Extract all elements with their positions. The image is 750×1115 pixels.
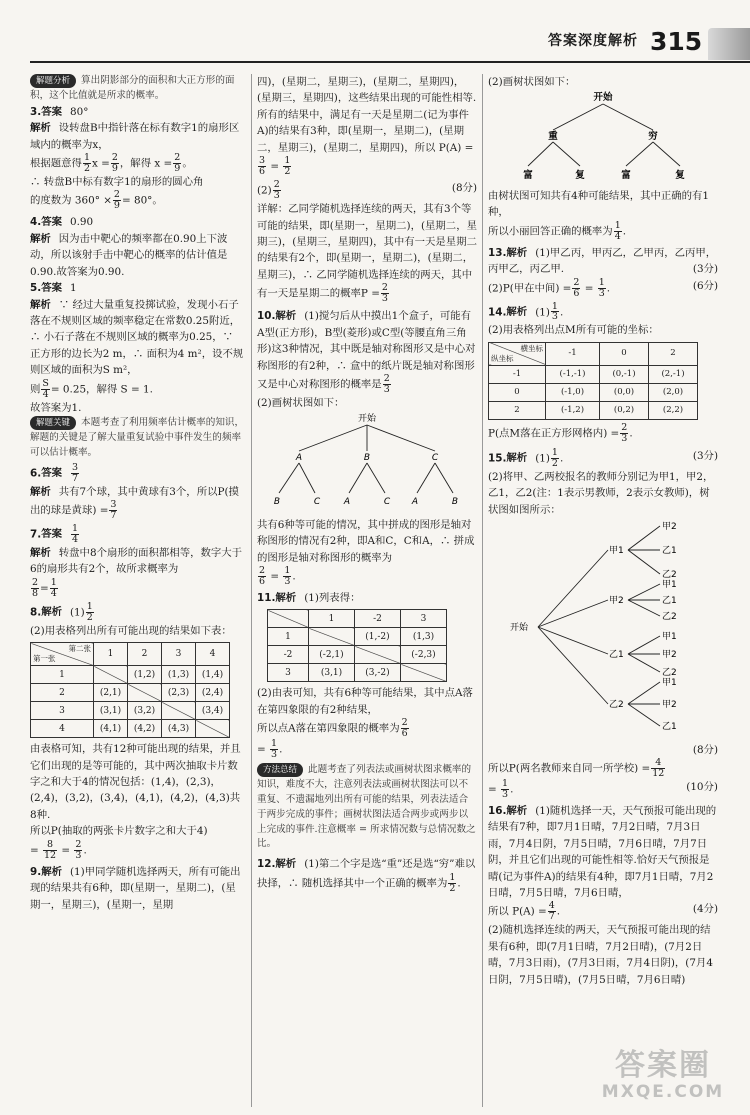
q15-result: = $\frac{1}{3}$ . (10分): [488, 777, 718, 800]
q8-part1: 8.解析 (1) $\frac{1}{2}$: [30, 600, 93, 623]
q6-answer: 6.答案 $\frac{3}{7}$: [30, 461, 79, 484]
table-corner: [268, 610, 309, 628]
q8-part2: (2)用表格列出所有可能出现的结果如下表：: [30, 624, 232, 637]
q15-score: (8分): [692, 743, 718, 756]
q15-part2: (2)将甲、乙两校报名的教师分别记为甲1，甲2，乙1，乙2(注：1表示男教师，2表示女教师)，树状图如图所示：: [488, 470, 714, 516]
tree-node: 甲2: [609, 596, 624, 607]
table-row: 2 (2,1) (2,3) (2,4): [31, 684, 230, 702]
q4-answer: 4.答案 0.90: [30, 216, 94, 229]
q8-table: [30, 642, 230, 738]
tree-root: 开始: [593, 92, 613, 104]
q11-part1: 11.解析 (1)列表得：: [257, 592, 361, 604]
q5-equation: 则 $\frac{S}{4}$ = 0.25，解得 S = 1.: [30, 377, 153, 400]
table-row: 4 (4,1) (4,2) (4,3): [31, 720, 230, 738]
tree-node: C: [431, 453, 439, 464]
tree-leaf: 乙2: [662, 668, 677, 679]
table-corner: 横坐标 纵坐标: [489, 342, 546, 365]
q5-analysis: 解析 ∵ 经过大量重复投掷试验，发现小石子落在不规则区域的频率稳定在常数0.25附近，∴ 小石子落在不规则区域的概率为0.25，∵ 正方形的边长为2 m，∴ 面积为4 m²，设不规则区域的面积为S m²，: [30, 298, 244, 377]
tree-leaf: 乙2: [662, 612, 677, 623]
table-header-cell: 4: [196, 643, 230, 666]
tree-leaf: A: [411, 497, 419, 508]
q12-part2: (2)画树状图如下：: [488, 76, 576, 88]
q12-explanation: 由树状图可知共有4种可能结果，其中正确的有1种，: [488, 189, 710, 219]
q15-probability: 所以P(两名教师来自同一所学校) = $\frac{4}{12}$: [488, 756, 665, 779]
tree-leaf: 甲1: [662, 580, 677, 591]
page-header: [0, 0, 750, 68]
q4-analysis: 解析 因为击中靶心的频率都在0.90上下波动，所以该射手击中靶心的概率的估计值是0.90.故答案为0.90.: [30, 232, 228, 278]
table-row: 2 (-1,2) (0,2) (2,2): [489, 401, 698, 419]
tree-leaf: 乙1: [662, 546, 677, 557]
tree-root: 开始: [510, 623, 529, 634]
q10-part2: (2)画树状图如下：: [257, 396, 345, 409]
table-header-cell: 1: [94, 643, 128, 666]
q9-start: 9.解析 (1)甲同学随机选择两天，所有可能出现的结果共有6种，即(星期一，星期二)，(星期一，星期三)，(星期一，星期: [30, 865, 241, 911]
q9-detail: 详解：乙同学随机选择连续的两天，其有3个等可能的结果，即(星期一，星期二)，(星期二，星期三)，(星期三，星期四)，其中有一天是星期二的结果有2个，即(星期一，星期二)，(星期二，星期三)，∴ 乙同学随机选择连续的两天，其中有一天是星期二的概率P = $\frac{2}{3}$: [257, 203, 477, 305]
tree-leaf: A: [343, 497, 351, 508]
q7-result: $\frac{2}{8}$ = $\frac{1}{4}$: [32, 576, 57, 599]
tree-leaf: C: [313, 497, 321, 508]
q16-part1: 16.解析 (1)随机选择一天，天气预报可能出现的结果有7种，即7月1日晴，7月2日晴，7月3日雨，7月4日阴，7月5日晴，7月6日晴，7月7日阴，并且它们出现的可能性相等.恰好天气预报是晴(记为事件A)的结果有4种，即7月1日晴，7月2日晴，7月5日晴，7月6日晴，: [488, 804, 717, 899]
tree-leaf: 甲2: [662, 700, 677, 711]
tree-diagram-teachers: [488, 518, 718, 736]
q16-part2: (2)随机选择连续的两天，天气预报可能出现的结果有6种，即(7月1日晴，7月2日晴)，(7月2日晴，7月3日雨)，(7月3日雨，7月4日阴)，(7月4日阴，7月5日晴)，(7月5日晴，7月6日晴): [488, 924, 713, 986]
q10-result: $\frac{2}{6}$ = $\frac{1}{3}$ .: [259, 565, 296, 588]
q5-answer: 5.答案 1: [30, 282, 77, 295]
column-1: [30, 74, 246, 913]
tip-block-1: 解题分析 算出阴影部分的面积和大正方形的面积，这个比值就是所求的概率。: [30, 75, 235, 101]
q11-part2: (2)由表可知，共有6种等可能结果，其中点A落在第四象限的有2种结果，: [257, 687, 473, 716]
tree-node: B: [363, 453, 371, 464]
header-rule: [30, 61, 750, 63]
tree-leaf: B: [273, 497, 281, 508]
q14-part1: 14.解析 (1) $\frac{1}{3}$ .: [488, 300, 564, 323]
tree-root: 开始: [357, 414, 377, 425]
q15-part1: 15.解析 (1) $\frac{1}{2}$ . (3分): [488, 446, 718, 469]
tree-leaf: C: [383, 497, 391, 508]
table-row: -1 (-1,-1) (0,-1) (2,-1): [489, 365, 698, 383]
q8-explanation: 由表格可知，共有12种可能出现的结果，并且它们出现的是等可能的，其中两次抽取卡片数字之和大于4的情况包括：(1,4)，(2,3)，(2,4)，(3,2)，(3,4)，(4,1)，(4,2)，(4,3)共8种.: [30, 743, 241, 821]
q10-part1: 10.解析 (1)搅匀后从中摸出1个盒子，可能有A型(正方形)，B型(菱形)或C型(等腰直角三角形)这3种情况，其中既是轴对称图形又是中心对称图形的有2种，∴ 盒中的纸片既是轴对称图形又是中心对称图形的概率是 $\frac{2}{3}$: [257, 310, 476, 395]
column-divider-2: [482, 74, 483, 1107]
tip-badge: 方法总结: [257, 763, 303, 777]
q14-result: P(点M落在正方形网格内) = $\frac{2}{3}$ .: [488, 421, 633, 444]
tree-leaf: 甲2: [662, 650, 677, 661]
tree-leaf: 甲1: [662, 632, 677, 643]
table-row: 3 (3,1) (3,2) (3,4): [31, 702, 230, 720]
column-2: [257, 74, 477, 894]
page-edge-tab: [708, 28, 750, 60]
table-row: -2 (-2,1) (-2,3): [268, 646, 447, 664]
q6-analysis: 解析 共有7个球，其中黄球有3个，所以P(摸出的球是黄球) = $\frac{3}{7}$: [30, 485, 239, 522]
tree-leaf: 甲1: [662, 678, 677, 689]
q5-conclusion: 故答案为1.: [30, 401, 82, 414]
q14-table: 横坐标 纵坐标 -1 0 2 -1 (-1,-1) (0,-1) (2,-1) 0 (-1,0) (0,0) (2,0) 2 (-1,2) (0,2) (2,2): [488, 342, 698, 420]
page-number: 315: [650, 27, 703, 56]
q7-answer: 7.答案 $\frac{1}{4}$: [30, 522, 79, 545]
q3-analysis-2: 根据题意得 $\frac{1}{2}$ x = $\frac{2}{9}$ ，解得 x = $\frac{2}{9}$ 。: [30, 152, 193, 174]
q3-analysis-3: ∴ 转盘B中标有数字1的扇形的圆心角: [30, 175, 204, 188]
q13-part1: 13.解析 (1)甲乙丙，甲丙乙，乙甲丙，乙丙甲，丙甲乙，丙乙甲. (3分): [488, 246, 718, 276]
tree-node: 乙2: [609, 700, 624, 711]
table-row: 0 (-1,0) (0,0) (2,0): [489, 383, 698, 401]
table-row: 3 (3,1) (3,-2): [268, 664, 447, 682]
q8-probability: 所以P(抽取的两张卡片数字之和大于4): [30, 825, 208, 838]
q7-analysis: 解析 转盘中8个扇形的面积都相等，数字大于6的扇形共有2个，故所求概率为: [30, 546, 243, 576]
tree-node: 穷: [648, 131, 658, 143]
tree-node: 甲1: [609, 546, 624, 557]
tip-badge: 解题分析: [30, 74, 76, 88]
table-header-cell: 2: [128, 643, 162, 666]
table-row: 1 (1,2) (1,3) (1,4): [31, 666, 230, 684]
tree-leaf: 复: [575, 170, 585, 182]
tree-diagram-characters: [488, 90, 718, 182]
tree-leaf: 复: [675, 170, 685, 182]
q13-part2: (2)P(甲在中间) = $\frac{2}{6}$ = $\frac{1}{3}$ . (6分): [488, 276, 718, 299]
header-title: 答案深度解析: [548, 33, 638, 49]
table-corner: 第二张 第一张: [31, 643, 94, 666]
table-header-cell: 3: [162, 643, 196, 666]
table-row: 1 (1,-2) (1,3): [268, 628, 447, 646]
tree-leaf: 富: [523, 170, 533, 182]
tree-leaf: 富: [621, 170, 631, 182]
q3-analysis-1: 解析 设转盘B中指针落在标有数字1的扇形区域内的概率为x，: [30, 122, 240, 151]
q10-explanation: 共有6种等可能的情况，其中拼成的图形是轴对称图形的情况有2种，即A和C，C和A，∴ 拼成的图形是轴对称图形的概率为: [257, 518, 475, 564]
q11-table: 1 -2 3 1 (1,-2) (1,3) -2 (-2,1) (-2,3) 3 (3,1) (3,-2): [267, 609, 447, 682]
q3-answer: 3.答案 80°: [30, 105, 89, 118]
q8-result: = $\frac{8}{12}$ = $\frac{2}{3}$ .: [30, 838, 87, 861]
tree-node: A: [295, 453, 303, 464]
tree-leaf: 乙1: [662, 722, 677, 733]
tip-block-3: 方法总结 此题考查了列表法或画树状图求概率的知识，难度不大，注意列表法或画树状图法可以不重复、不遗漏地列出所有可能的结果，列表法适合于两步完成的事件；画树状图法适合两步或两步以上完成的事件.注意概率 = 所求情况数与总情况数之比。: [257, 764, 476, 850]
tree-node: 乙1: [609, 650, 624, 661]
tree-leaf: 乙1: [662, 596, 677, 607]
tree-leaf: 乙2: [662, 570, 677, 581]
tip-block-2: 解题关键 本题考查了利用频率估计概率的知识，解题的关键是了解大量重复试验中事件发生的频率可以估计概率。: [30, 417, 245, 458]
q9-continued: 四)，(星期二，星期三)，(星期二，星期四)，(星期三，星期四)，这些结果出现的可能性相等.所有的结果中，满足有一天是星期二(记为事件A)的结果有3种，即(星期一，星期二)，(星期二，星期三)，(星期二，星期四)，所以 P(A) = $\frac{3}{6}$ = $\frac{1}{2}$: [257, 76, 477, 178]
watermark-logo: 答案圈 MXQE.COM: [601, 1048, 725, 1102]
tree-diagram-abc: [257, 411, 477, 511]
tree-leaf: B: [451, 497, 459, 508]
column-divider-1: [251, 74, 252, 1107]
tip-badge: 解题关键: [30, 416, 76, 430]
q14-part2: (2)用表格列出点M所有可能的坐标：: [488, 324, 659, 337]
q11-result: = $\frac{1}{3}$ .: [257, 738, 283, 761]
column-3: [488, 74, 718, 988]
tree-node: 重: [548, 131, 558, 143]
tree-leaf: 甲2: [662, 522, 677, 533]
q16-result: 所以 P(A) = $\frac{4}{7}$ . (4分): [488, 900, 718, 923]
q9-part2: (2) $\frac{2}{3}$ (8分): [257, 179, 477, 202]
q3-analysis-4: 的度数为 360° × $\frac{2}{9}$ = 80°。: [30, 189, 163, 212]
q11-probability: 所以点A落在第四象限的概率为 $\frac{2}{6}$: [257, 717, 408, 740]
q12-part1: 12.解析 (1)第二个字是选“重”还是选“穷”难以抉择，∴ 随机选择其中一个正确的概率为 $\frac{1}{2}$ .: [257, 858, 476, 894]
q12-result: 所以小丽回答正确的概率为 $\frac{1}{4}$ .: [488, 219, 627, 242]
